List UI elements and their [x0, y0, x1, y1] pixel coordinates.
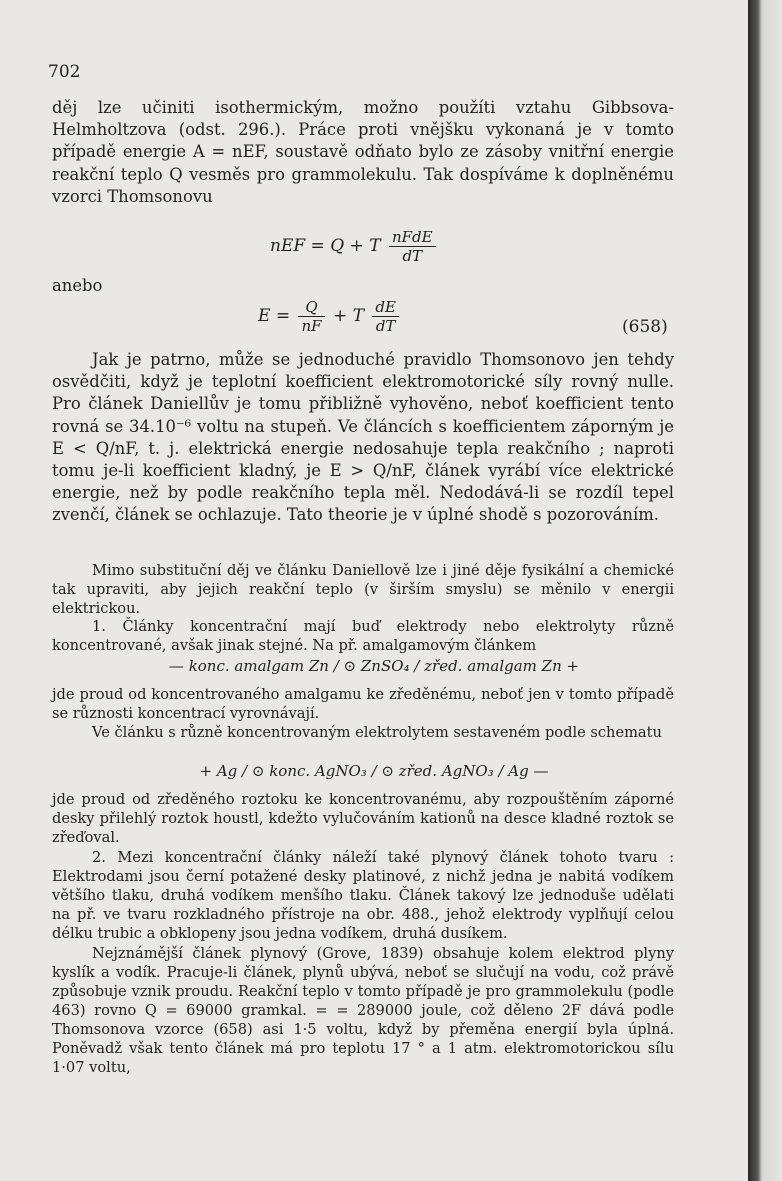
intro-paragraph: děj lze učiniti isothermickým, možno použíti vztahu Gibbsova-Helmholtzova (odst. 296.). Práce proti vnějšku vykonaná je v tomto případě energie A = nEF, soustavě odňato bylo ze zásoby vnitřní energie reakční teplo Q vesměs pro grammolekulu. Tak dospíváme k doplněnému vzorci Thomsonovu — [52, 98, 674, 206]
fraction: $\frac{Q}{nF}$ — [298, 298, 324, 335]
paragraph-electrolyte-cell: Ve článku s různě koncentrovaným elektrolytem sestaveném podle schematu — [92, 724, 662, 741]
paragraph-concentration-cells: 1. Články koncentrační mají buď elektrody nebo elektrolyty různě koncentrované, avšak jinak stejné. Na př. amalgamovým článkem — [52, 618, 674, 654]
connector-text: anebo — [52, 276, 103, 295]
paragraph-silver-current: jde proud od zředěného roztoku ke koncentrovanému, aby rozpouštěním záporné desky přilehlý roztok houstl, kdežto vylučováním kationů na desce kladné roztok se zřeďoval. — [52, 791, 674, 846]
equation-thomson — [270, 228, 439, 265]
equation-number: (658) — [622, 317, 668, 337]
paragraph-amalgam-current: jde proud od koncentrovaného amalgamu ke zředěnému, neboť jen v tomto případě se různosti koncentrací vyrovnávají. — [52, 686, 674, 722]
page-number: 702 — [48, 62, 81, 82]
chemical-scheme-amalgam: — konc. amalgam Zn / ⊙ ZnSO₄ / zřed. amalgam Zn + — [168, 657, 580, 675]
paragraph-thomson-rule: Jak je patrno, může se jednoduché pravidlo Thomsonovo jen tehdy osvědčiti, když je teplotní koefficient elektromotorické síly rovný nulle. Pro článek Daniellův je tomu přibližně vyhověno, neboť koefficient tento rovná se 34.10⁻⁶ voltu na stupeň. Ve článcích s koefficientem záporným je E < Q/nF, t. j. elektrická energie nedosahuje tepla reakčního ; naproti tomu je-li koefficient kladný, je E > Q/nF, článek vyrábí více elektrické energie, než by podle reakčního tepla měl. Nedodává-li se rozdíl tepel zvenčí, článek se ochlazuje. Tato theorie je v úplné shodě s pozorováním. — [52, 350, 674, 525]
paragraph-grove-cell: Nejznámější článek plynový (Grove, 1839) obsahuje kolem elektrod plyny kyslík a vodík. Pracuje-li článek, plynů ubývá, neboť se slučují na vodu, což právě způsobuje vznik proudu. Reakční teplo v tomto případě je pro grammolekulu (podle 463) rovno Q = 69000 gramkal. = = 289000 joule, což děleno 2F dává podle Thomsonova vzorce (658) asi 1·5 voltu, když by přeměna energií byla úplná. Poněvadž však tento článek má pro teplotu 17 ° a 1 atm. elektromotorickou sílu 1·07 voltu, — [52, 945, 674, 1076]
paragraph-substitution: Mimo substituční děj ve článku Daniellově lze i jiné děje fysikální a chemické tak upraviti, aby jejich reakční teplo (v širším smyslu) se měnilo v energii elektrickou. — [52, 562, 674, 617]
equation-lhs: nEF = Q + T — [270, 236, 381, 256]
fraction: $\frac{\text{nFdE}}{dT}$ — [389, 228, 436, 265]
fraction: $\frac{dE}{dT}$ — [372, 298, 399, 335]
equation-term: + T — [332, 306, 364, 326]
chemical-scheme-silver: + Ag / ⊙ konc. AgNO₃ / ⊙ zřed. AgNO₃ / Ag — — [199, 762, 549, 780]
page-edge — [748, 0, 782, 1181]
equation-lhs: E = — [258, 306, 291, 326]
paragraph-gas-cell: 2. Mezi koncentrační články náleží také plynový článek tohoto tvaru : Elektrodami jsou černí potažené desky platinové, z nichž jedna je nabitá vodíkem většího tlaku, druhá vodíkem menšího tlaku. Článek takový lze jednoduše udělati na př. ve tvaru rozkladného přístroje na obr. 488., jehož elektrody vyplňují celou délku trubic a obklopeny jsou jedna vodíkem, druhá dusíkem. — [52, 849, 674, 942]
equation-658 — [258, 298, 402, 335]
